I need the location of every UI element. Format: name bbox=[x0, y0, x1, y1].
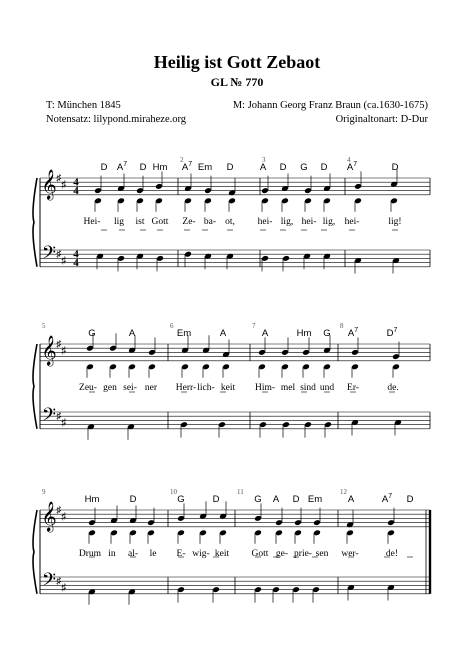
grand-staff-brace bbox=[33, 510, 37, 594]
chord-symbol: G bbox=[300, 162, 308, 173]
chord-symbol: $D^7$ bbox=[386, 327, 398, 339]
hymn-number: GL № 770 bbox=[210, 75, 264, 89]
lyric-syllable: E- bbox=[176, 548, 186, 559]
lyric-syllable: wig- bbox=[192, 548, 210, 559]
chord-symbol: G bbox=[177, 494, 185, 505]
measure-number: 11 bbox=[237, 488, 244, 496]
chord-symbol: G bbox=[254, 494, 262, 505]
key-signature-sharp-icon: ♯ bbox=[61, 255, 67, 267]
measure-number: 6 bbox=[170, 322, 174, 330]
lyric-syllable: le bbox=[149, 548, 157, 559]
lyric-syllable: ist bbox=[135, 216, 145, 227]
lyric-syllable: prie- bbox=[294, 548, 312, 559]
composer: M: Johann Georg Franz Braun (ca.1630-1675) bbox=[232, 100, 428, 111]
key-signature-sharp-icon: ♯ bbox=[56, 339, 62, 350]
key-signature-sharp-icon: ♯ bbox=[56, 411, 62, 423]
time-signature-bottom: 4 bbox=[73, 257, 79, 269]
measure-number: 4 bbox=[347, 156, 351, 164]
bass-clef-icon: 𝄢 bbox=[41, 404, 57, 429]
lyric-syllable: Gott bbox=[251, 548, 269, 559]
bass-clef-icon: 𝄢 bbox=[41, 242, 57, 267]
lyric-syllable: de. bbox=[387, 382, 399, 393]
engraving-credit: Notensatz: lilypond.miraheze.org bbox=[46, 114, 187, 125]
lyric-syllable: Er- bbox=[347, 382, 359, 393]
key-signature-sharp-icon: ♯ bbox=[56, 576, 62, 588]
lyric-syllable: ge- bbox=[275, 548, 289, 559]
lyric-syllable: ner bbox=[144, 382, 158, 393]
lyric-syllable: ot, bbox=[225, 216, 235, 227]
page-title: Heilig ist Gott Zebaot bbox=[153, 52, 321, 72]
chord-symbol: Em bbox=[307, 494, 323, 505]
chord-symbol: D bbox=[279, 162, 287, 173]
key-signature-sharp-icon: ♯ bbox=[61, 511, 67, 523]
lyric-syllable: Him- bbox=[254, 382, 276, 393]
lyric-syllable: in bbox=[108, 548, 116, 559]
treble-clef-icon: 𝄞 bbox=[41, 170, 57, 199]
measure-number: 10 bbox=[170, 488, 177, 496]
lyric-syllable: keit bbox=[214, 548, 230, 559]
lyric-syllable: mel bbox=[280, 382, 296, 393]
chord-symbol: $A^7$ bbox=[381, 493, 393, 505]
lyric-syllable: lig, bbox=[322, 216, 336, 227]
bass-clef-icon: 𝄢 bbox=[41, 569, 57, 594]
chord-symbol: A bbox=[219, 328, 227, 339]
grand-staff-brace bbox=[33, 178, 37, 267]
chord-symbol: $A^7$ bbox=[116, 161, 128, 173]
chord-symbol: $A^7$ bbox=[346, 161, 358, 173]
time-signature-top: 4 bbox=[73, 176, 79, 189]
chord-symbol: Hm bbox=[296, 328, 312, 339]
measure-number: 12 bbox=[340, 488, 347, 496]
lyric-syllable: Zeu- bbox=[79, 382, 97, 393]
chord-symbol: $A^7$ bbox=[181, 161, 193, 173]
chord-symbol: D bbox=[320, 162, 328, 173]
chord-symbol: G bbox=[88, 328, 96, 339]
time-signature-top: 4 bbox=[73, 248, 79, 261]
chord-symbol: D bbox=[212, 494, 220, 505]
original-key: Originaltonart: D-Dur bbox=[335, 114, 428, 125]
lyric-syllable: Ze- bbox=[182, 216, 196, 227]
chord-symbol: D bbox=[406, 494, 414, 505]
key-signature-sharp-icon: ♯ bbox=[61, 417, 67, 429]
lyric-syllable: sind bbox=[300, 382, 316, 393]
lyric-syllable: Gott bbox=[151, 216, 169, 227]
chord-symbol: A bbox=[259, 162, 267, 173]
key-signature-sharp-icon: ♯ bbox=[61, 179, 67, 191]
key-signature-sharp-icon: ♯ bbox=[61, 582, 67, 594]
lyric-syllable: sen bbox=[315, 548, 329, 559]
key-signature-sharp-icon: ♯ bbox=[61, 345, 67, 357]
measure-number: 3 bbox=[262, 156, 266, 164]
lyric-syllable: lig! bbox=[388, 216, 402, 227]
key-signature-sharp-icon: ♯ bbox=[56, 249, 62, 261]
lyric-syllable: hei- bbox=[301, 216, 317, 227]
chord-symbol: D bbox=[139, 162, 147, 173]
lyric-syllable: al- bbox=[127, 548, 139, 559]
chord-symbol: $A^7$ bbox=[347, 327, 359, 339]
chord-symbol: A bbox=[347, 494, 355, 505]
key-signature-sharp-icon: ♯ bbox=[56, 505, 62, 516]
chord-symbol: Hm bbox=[84, 494, 100, 505]
measure-number: 7 bbox=[252, 322, 256, 330]
chord-symbol: D bbox=[100, 162, 108, 173]
chord-symbol: G bbox=[323, 328, 331, 339]
time-signature-bottom: 4 bbox=[73, 185, 79, 197]
lyric-syllable: lich- bbox=[197, 382, 215, 393]
lyric-syllable: gen bbox=[103, 382, 117, 393]
lyric-syllable: Hei- bbox=[83, 216, 101, 227]
chord-symbol: A bbox=[261, 328, 269, 339]
grand-staff-brace bbox=[33, 344, 37, 429]
measure-number: 9 bbox=[42, 488, 46, 496]
lyric-syllable: keit bbox=[220, 382, 236, 393]
chord-symbol: Em bbox=[176, 328, 192, 339]
lyric-syllable: lig bbox=[113, 216, 125, 227]
lyric-syllable: wer- bbox=[341, 548, 359, 559]
lyric-syllable: hei- bbox=[257, 216, 273, 227]
lyric-syllable: lig, bbox=[280, 216, 294, 227]
chord-symbol: Em bbox=[197, 162, 213, 173]
text-author: T: München 1845 bbox=[46, 100, 121, 111]
lyric-syllable: hei- bbox=[344, 216, 360, 227]
chord-symbol: D bbox=[129, 494, 137, 505]
lyric-syllable: de! bbox=[385, 548, 399, 559]
chord-symbol: D bbox=[226, 162, 234, 173]
measure-number: 2 bbox=[180, 156, 184, 164]
lyric-syllable: ba- bbox=[203, 216, 217, 227]
chord-symbol: A bbox=[272, 494, 280, 505]
measure-number: 8 bbox=[340, 322, 344, 330]
key-signature-sharp-icon: ♯ bbox=[56, 173, 62, 184]
lyric-syllable: Drum bbox=[78, 548, 102, 559]
chord-symbol: D bbox=[292, 494, 300, 505]
treble-clef-icon: 𝄞 bbox=[41, 502, 57, 531]
chord-symbol: A bbox=[128, 328, 136, 339]
lyric-syllable: Herr- bbox=[175, 382, 197, 393]
measure-number: 5 bbox=[42, 322, 46, 330]
lyric-syllable: und bbox=[319, 382, 335, 393]
chord-symbol: D bbox=[391, 162, 399, 173]
chord-symbol: Hm bbox=[152, 162, 168, 173]
lyric-syllable: sei- bbox=[123, 382, 137, 393]
treble-clef-icon: 𝄞 bbox=[41, 336, 57, 365]
